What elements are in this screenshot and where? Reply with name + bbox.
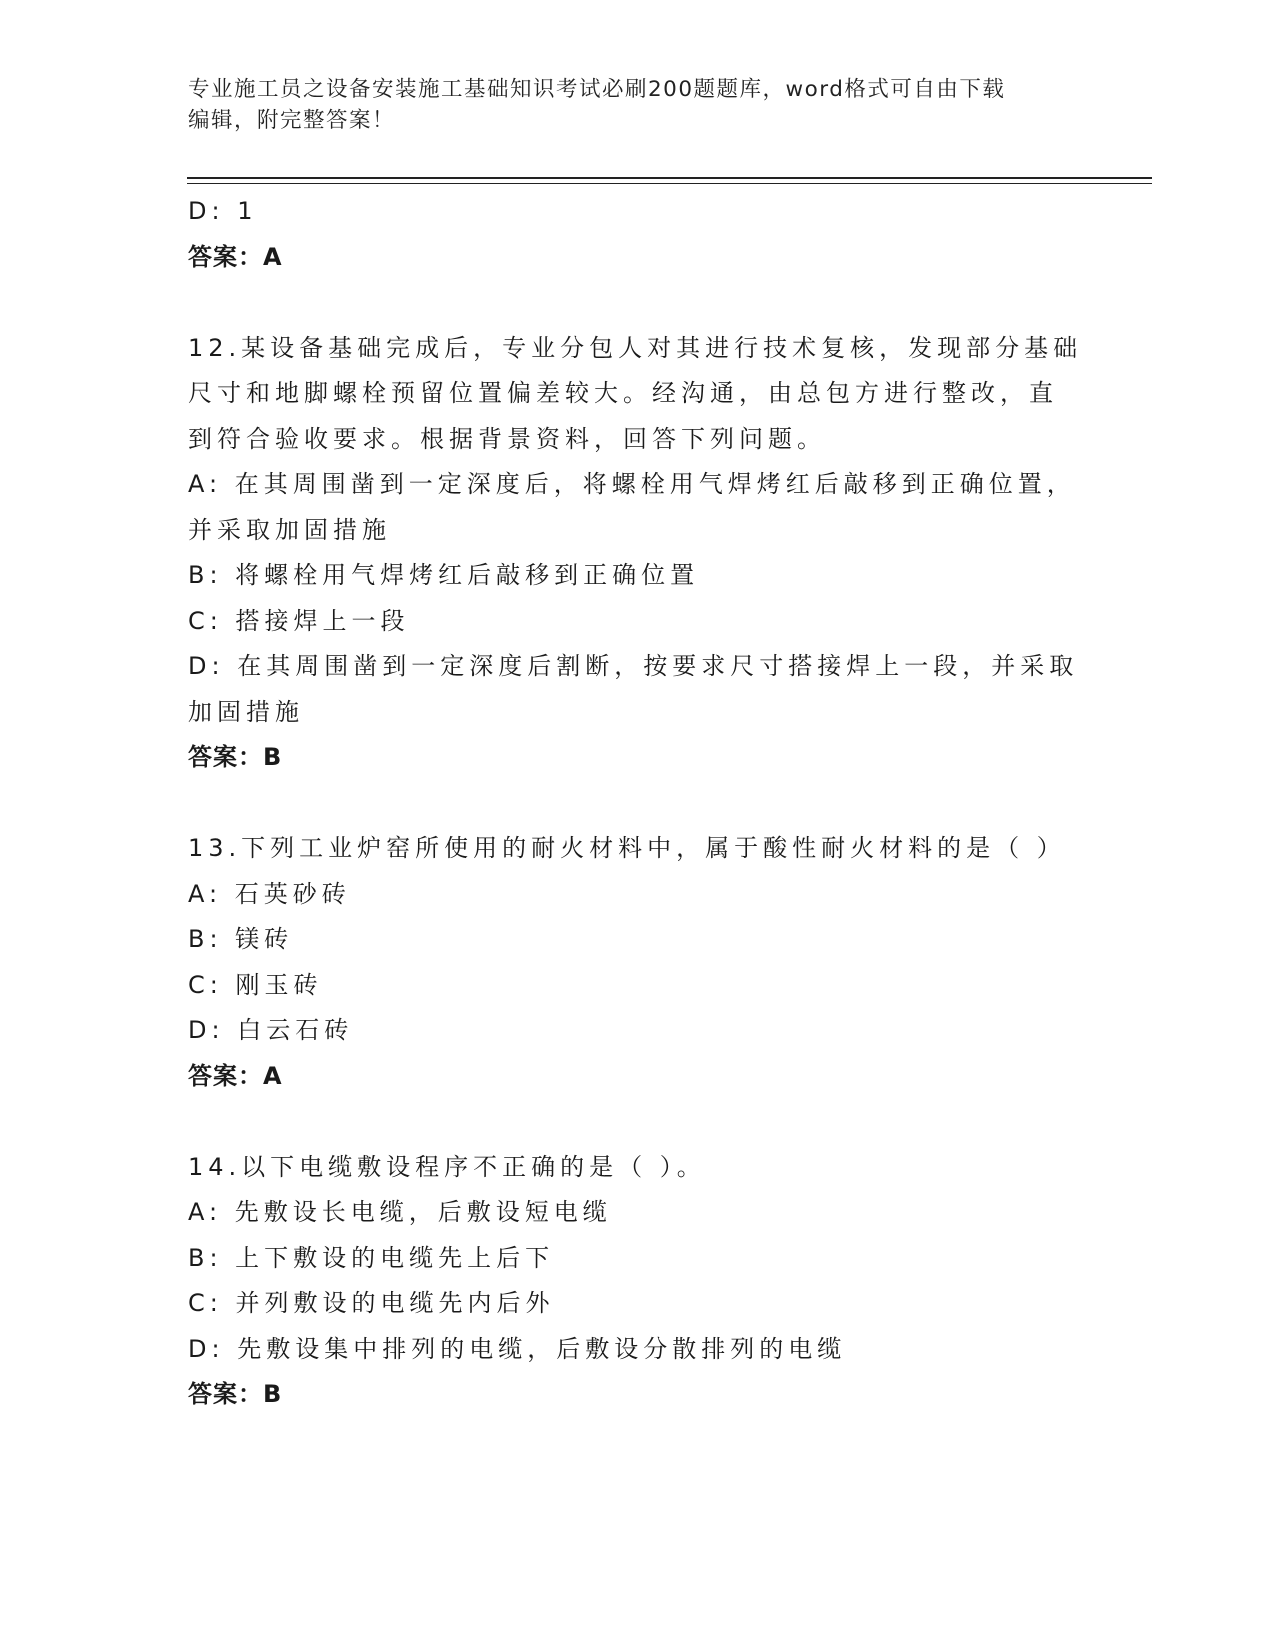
answer-label: 答案：B [188,743,283,771]
answer-label: 答案：A [188,1061,283,1090]
option-c: C: 并列敷设的电缆先内后外 [188,1289,555,1317]
option-d: D: 在其周围凿到一定深度后割断，按要求尺寸搭接焊上一段，并采取 [188,652,1079,680]
option-c: C: 刚玉砖 [188,970,323,999]
option-b: B: 镁砖 [188,925,294,953]
option-d: D: 白云石砖 [188,1016,354,1044]
spacer [188,1099,1068,1145]
question-stem: 14.以下电缆敷设程序不正确的是（ ）。 [188,1152,706,1181]
header-divider-thick [187,177,1152,179]
question-stem: 尺寸和地脚螺栓预留位置偏差较大。经沟通，由总包方进行整改，直 [188,379,1058,407]
header-title-line2: 编辑，附完整答案！ [188,108,396,133]
answer-label: 答案：B [188,1380,283,1408]
question-11-tail [188,189,1068,280]
option-b: B: 上下敷设的电缆先上后下 [188,1243,555,1272]
header-title-line1: 专业施工员之设备安装施工基础知识考试必刷200题题库，word格式可自由下载 [188,77,1006,102]
spacer [188,781,1068,827]
header-divider-thin [187,183,1152,184]
page-header [188,74,1068,136]
option-d: D: 1 [188,197,258,225]
option-b: B: 将螺栓用气焊烤红后敲移到正确位置 [188,561,700,589]
question-stem: 到符合验收要求。根据背景资料，回答下列问题。 [188,424,826,453]
option-a: A: 先敷设长电缆，后敷设短电缆 [188,1198,612,1226]
option-a-continued: 并采取加固措施 [188,515,391,544]
answer-label: 答案：A [188,242,283,271]
option-c: C: 搭接焊上一段 [188,606,410,635]
question-13 [188,826,1068,1099]
option-d: D: 先敷设集中排列的电缆，后敷设分散排列的电缆 [188,1334,847,1363]
option-d-continued: 加固措施 [188,697,304,726]
question-12 [188,326,1083,781]
question-list [188,189,1083,1418]
spacer [188,280,1068,326]
option-a: A: 石英砂砖 [188,879,351,908]
option-a: A: 在其周围凿到一定深度后，将螺栓用气焊烤红后敲移到正确位置， [188,470,1076,498]
question-stem: 12.某设备基础完成后，专业分包人对其进行技术复核，发现部分基础 [188,333,1083,362]
question-14 [188,1145,1068,1418]
question-stem: 13.下列工业炉窑所使用的耐火材料中，属于酸性耐火材料的是（ ） [188,834,1066,862]
